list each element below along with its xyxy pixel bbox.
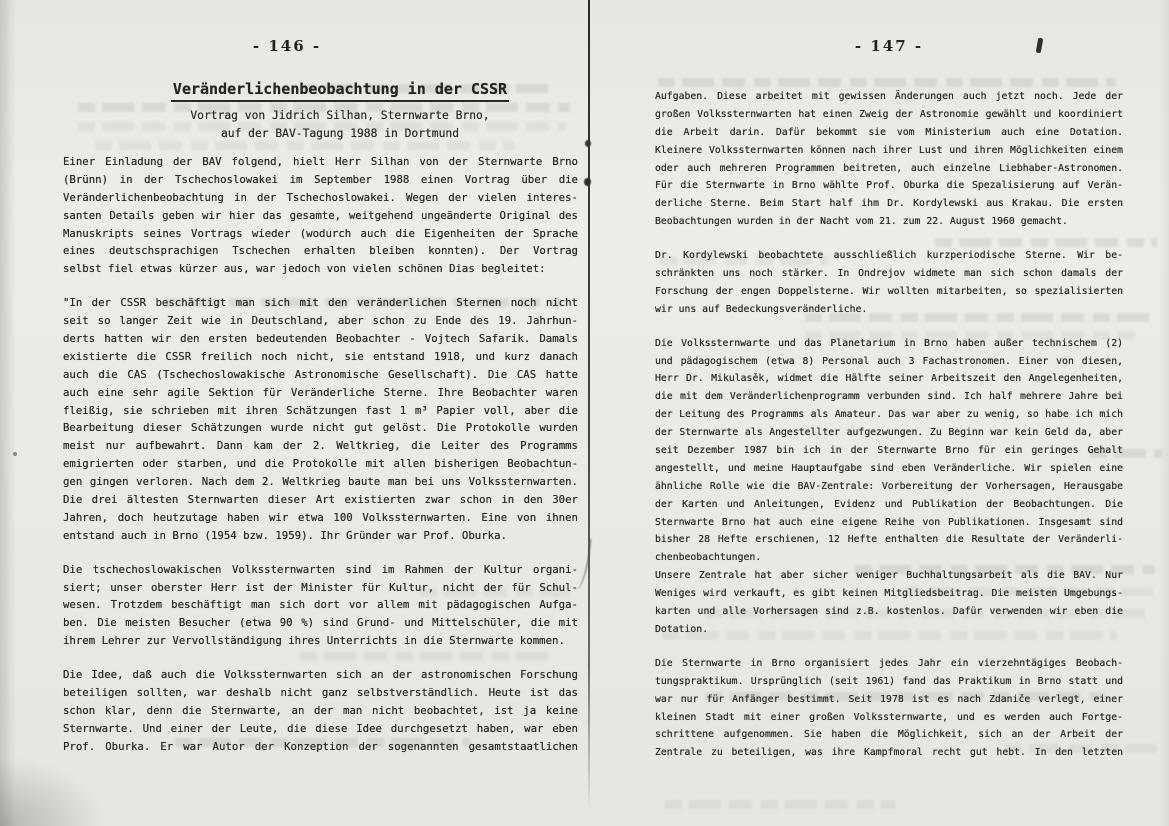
text-line: wesen. Trotzdem beschäftigt man sich dort vor allem mit pädagogischen Aufga-: [63, 598, 578, 612]
text-line: Aufgaben. Diese arbeitet mit gewissen Änderungen auch jetzt noch. Jede der: [655, 91, 1123, 102]
text-line: Die tschechoslowakischen Volkssternwarten sind im Rahmen der Kultur organi-: [63, 562, 578, 576]
text-line: "In der CSSR beschäftigt man sich mit den veränderlichen Sternen noch nicht: [63, 296, 578, 310]
text-line: chenbeobachtungen.: [655, 552, 762, 564]
text-line: der Sternwarte als Angestellter aufgezwungen. Zu Beginn war kein Geld da, aber: [655, 427, 1123, 439]
paragraph: [655, 335, 1123, 639]
paragraph: [63, 561, 578, 650]
text-line: wir uns auf Bedeckungsveränderliche.: [655, 303, 868, 315]
text-line: die Arbeit darin. Dafür bekommt sie vom Ministerium auch eine Dotation.: [655, 126, 1123, 138]
text-line: auch die CAS (Tschechoslowakische Astronomische Gesellschaft). Die CAS hatte: [63, 367, 578, 381]
paragraph: [655, 655, 1123, 762]
text-line: Einer Einladung der BAV folgend, hielt Herr Silhan von der Sternwarte Brno: [63, 155, 578, 168]
subtitle-line: auf der BAV-Tagung 1988 in Dortmund: [220, 126, 460, 140]
ghost-text-artifact: [658, 78, 1116, 87]
paragraph: [655, 88, 1123, 231]
article-title: Veränderlichenbeobachtung in der CSSR: [171, 80, 509, 102]
text-line: schon klar, denn die Sternwarte, an der man nicht beobachtet, ist ja keine: [63, 703, 578, 717]
text-line: bisher 28 Hefte erschienen, 12 Hefte enthalten die Resultate der Veränderli-: [655, 534, 1123, 546]
text-line: schränkten uns noch stärker. In Ondrejov widmete man sich schon damals der: [655, 268, 1123, 280]
text-line: seit Dezember 1987 bin ich in der Sternwarte Brno für ein geringes Gehalt: [655, 445, 1123, 457]
text-line: auch eine sehr agile Sektion für Veränderliche Sterne. Ihre Beobachter waren: [63, 385, 578, 399]
text-line: Kleinere Volkssternwarten können nach ihrer Lust und ihren Möglichkeiten einem: [655, 144, 1123, 156]
text-line: Prof. Oburka. Er war Autor der Konzeption der sogenannten gesamtstaatlichen: [63, 739, 578, 753]
paragraph: [63, 294, 578, 544]
paragraph: [655, 247, 1123, 319]
page-number: - 147 -: [854, 37, 924, 55]
ink-speck: [13, 452, 17, 456]
ghost-text-artifact: [665, 800, 895, 809]
article-subtitle: [0, 107, 680, 142]
text-line: Die Idee, daß auch die Volkssternwarten sich an der astronomischen Forschung: [63, 668, 578, 682]
text-line: Sternwarte. Und einer der Leute, die diese Idee durchgesetzt haben, war eben: [63, 721, 578, 735]
page-147-body: [655, 88, 1123, 762]
text-line: Veränderlichenbeobachtung in der Tschechoslowakei. Wegen der vielen interes-: [63, 190, 578, 204]
text-line: Unsere Zentrale hat aber sicher weniger Buchhaltungsarbeit als die BAV. Nur: [655, 570, 1123, 582]
page-number: - 146 -: [252, 37, 322, 55]
text-line: Die Volkssternwarte und das Planetarium in Brno haben außer technischem (2): [655, 337, 1123, 349]
text-line: fleißig, sie schrieben mit ihren Schätzungen fast 1 m³ Papier voll, aber die: [63, 403, 578, 417]
ghost-text-artifact: [95, 141, 515, 150]
text-line: Dr. Kordylewski beobachtete ausschließlich kurzperiodische Sterne. Wir be-: [655, 250, 1123, 262]
text-line: Bearbeitung dieser Schätzungen wurde nicht gut gelöst. Die Protokolle wurden: [63, 421, 578, 435]
text-line: oder auch mehreren Programmen beitreten, auch einzelne Liebhaber-Astronomen.: [655, 162, 1123, 174]
text-line: beteiligen sollten, war deshalb nicht ganz selbstverständlich. Heute ist das: [63, 686, 578, 700]
text-line: Jahren, doch heutzutage haben wir etwa 100 Volkssternwarten. Eine von ihnen: [63, 510, 578, 524]
text-line: derts hatten wir den ersten bedeutenden Beobachter - Vojtech Safarik. Damals: [63, 332, 578, 346]
text-line: Weniges wird verkauft, es gibt keinen Mitgliedsbeitrag. Die meisten Umgebungs-: [655, 588, 1123, 600]
text-line: tungspraktikum. Ursprünglich (seit 1961) fand das Praktikum in Brno statt und: [655, 675, 1123, 687]
paragraph: [63, 153, 578, 278]
text-line: gen gingen verloren. Nach dem 2. Weltkrieg baute man bei uns Volkssternwarten.: [63, 475, 578, 489]
text-line: angestellt, und meine Hauptaufgabe sind eben Veränderliche. Wir spielen eine: [655, 462, 1123, 474]
text-line: die mit dem Veränderlichenprogramm verbunden sind. Ich half mehrere Jahre bei: [655, 391, 1123, 403]
text-line: ben. Die meisten Besucher (etwa 90 %) sind Grund- und Mittelschüler, die mit: [63, 616, 578, 630]
article-title-wrap: [0, 79, 680, 102]
text-line: und pädagogischem (etwa 8) Personal auch 3 Fachastronomen. Einer von diesen,: [655, 355, 1123, 367]
text-line: meist nur aufbewahrt. Dann kam der 2. Weltkrieg, die Leiter des Programms: [63, 439, 578, 453]
text-line: existierte die CSSR freilich noch nicht, sie entstand 1918, und kurz danach: [63, 349, 578, 363]
text-line: emigrierten oder starben, und die Protokolle mit allen bisherigen Beobachtun-: [63, 457, 578, 471]
text-line: der Leitung des Programms als Amateur. Das war aber zu wenig, so habe ich mich: [655, 409, 1123, 421]
text-line: der Karten und Anleitungen, Evidenz und Publikation der Beobachtungen. Die: [655, 498, 1123, 510]
text-line: Beobachtungen wurden in der Nacht vom 21. zum 22. August 1960 gemacht.: [655, 216, 1068, 228]
text-line: ähnliche Rolle wie die BAV-Zentrale: Vorbereitung der Vorhersagen, Herausgabe: [655, 480, 1123, 492]
text-line: Für die Sternwarte in Brno wählte Prof. Oburka die Spezalisierung auf Verän-: [655, 180, 1123, 192]
text-line: war nur für Anfänger bestimmt. Seit 1978 ist es nach Zdaniče verlegt, einer: [655, 693, 1123, 705]
text-line: Zentrale zu beteiligen, was ihre Kampfmoral recht gut hebt. In den letzten: [655, 747, 1123, 759]
ink-speck: [584, 178, 591, 186]
text-line: karten und alle Vorhersagen sind z.B. kostenlos. Dafür verwenden wir eben die: [655, 606, 1123, 618]
text-line: großen Volkssternwarten hat einen Zweig der Astronomie gewählt und koordiniert: [655, 108, 1123, 120]
text-line: Die Sternwarte in Brno organisiert jedes Jahr ein vierzehntägiges Beobach-: [655, 657, 1123, 669]
text-line: Sternwarte Brno hat auch eine eigene Reihe von Publikationen. Insgesamt sind: [655, 516, 1123, 528]
text-line: (Brünn) in der Tschechoslowakei im September 1988 einen Vortrag über die: [63, 172, 578, 186]
text-line: Die drei ältesten Sternwarten dieser Art existierten zwar schon in den 30er: [63, 493, 578, 507]
text-line: santen Details geben wir hier das gesamte, weitgehend ungeänderte Original des: [63, 208, 578, 222]
subtitle-line: Vortrag von Jidrich Silhan, Sternwarte Brno,: [190, 109, 490, 122]
text-line: siert; unser oberster Herr ist der Minister für Kultur, nicht der für Schul-: [63, 580, 578, 594]
text-line: Dotation.: [655, 623, 709, 635]
text-line: kleinen Stadt mit einer großen Volkssternwarte, und es werden auch Fortge-: [655, 711, 1123, 723]
text-line: Herr Dr. Mikulasěk, widmet die Hälfte seiner Arbeitszeit den Angelegenheiten,: [655, 373, 1123, 385]
text-line: selbst fiel etwas kürzer aus, war jedoch von vielen schönen Dias begleitet:: [63, 262, 546, 276]
page-146-body: [63, 153, 578, 756]
text-line: Manuskripts seines Vortrags wieder (wodurch auch die Eigenheiten der Sprache: [63, 226, 578, 240]
text-line: seit so langer Zeit wie in Deutschland, aber schon zu Ende des 19. Jahrhun-: [63, 314, 578, 328]
text-line: schrittene aufgenommen. Sie haben die Möglichkeit, sich an der Arbeit der: [655, 729, 1123, 741]
paragraph: [63, 666, 578, 755]
text-line: derliche Sterne. Beim Start half ihm Dr. Kordylewski aus Krakau. Die ersten: [655, 198, 1123, 210]
text-line: entstand auch in Brno (1954 bzw. 1959). Ihr Gründer war Prof. Oburka.: [63, 528, 507, 542]
text-line: eines deutschsprachigen Tschechen erhalten bleiben konnten). Der Vortrag: [63, 244, 578, 258]
text-line: ihrem Lehrer zur Vervollständigung ihres Unterrichts in die Sternwarte kommen.: [63, 634, 565, 648]
text-line: Forschung der engen Doppelsterne. Wir wollten mitarbeiten, so spezialisierten: [655, 285, 1123, 297]
